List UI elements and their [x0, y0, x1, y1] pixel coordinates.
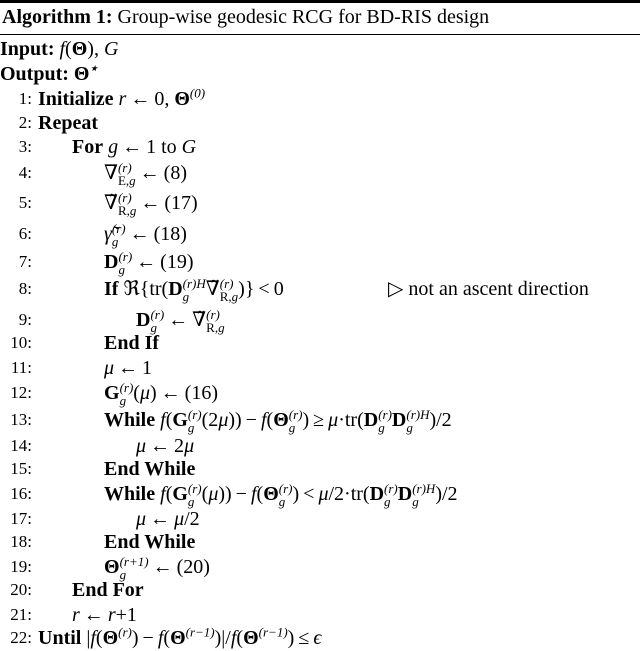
line-keyword: End While [104, 458, 196, 480]
line-keyword: End While [104, 531, 196, 553]
line-number: 11: [10, 358, 32, 377]
line-keyword: For [72, 136, 104, 158]
line-number: 1: [18, 89, 32, 108]
line-number: 3: [18, 137, 32, 156]
line-content: r ← r+1 [72, 604, 137, 626]
line-comment: ▷ not an ascent direction [388, 278, 589, 300]
algorithm-label: Algorithm 1: [2, 6, 113, 28]
line-number: 2: [18, 113, 32, 132]
line-content [104, 456, 195, 482]
input-value: f [59, 38, 66, 60]
theta-symbol: Θ [71, 38, 88, 60]
line-number: 14: [10, 436, 32, 455]
line-content: While f(G (r) g (2μ)) − f(Θ (r) g ) ≥ μ·tr(D (r) g D (r)H g )/2 [104, 407, 452, 436]
line-content: For g ← 1 to G [72, 136, 197, 158]
line-number: 8: [18, 279, 32, 298]
line-keyword: Initialize [38, 88, 114, 110]
line-number: 13: [10, 410, 32, 429]
line-keyword: If [104, 278, 119, 300]
header-rule [0, 34, 640, 35]
line-content: While f(G (r) g (μ)) − f(Θ (r) g ) < μ/2·tr(D (r) g D (r)H g )/2 [104, 481, 458, 510]
line-content: Θ (r+1) g ← (20) [104, 554, 210, 583]
line-keyword: Until [38, 627, 82, 649]
line-content: μ ← 1 [104, 357, 153, 379]
line-number: 15: [10, 459, 32, 478]
line-keyword: While [104, 409, 156, 431]
output-value: Θ⋆ [73, 60, 98, 85]
line-content: γ̃ (r) g ← (18) [104, 221, 187, 250]
line-content: ∇ (r) E,g ← (8) [104, 160, 187, 189]
line-number: 10: [10, 333, 32, 352]
line-content: Initialize r ← 0, $\Theta^{(0)}$ [38, 85, 206, 110]
line-content [104, 330, 159, 356]
line-number: 21: [10, 605, 32, 624]
line-content: μ ← 2μ [136, 435, 195, 457]
line-content: Until $|f(\Theta^{(r)}) - f(\Theta^{(r-1)})|/f(\Theta^{(r-1)}) \le \epsilon$ [38, 624, 322, 649]
line-content: ∇̃ (r) R,g ← (17) [104, 190, 198, 219]
line-keyword: End If [104, 332, 160, 354]
line-number: 9: [18, 310, 32, 329]
line-keyword: While [104, 483, 156, 505]
line-content [72, 577, 144, 603]
line-number: 12: [10, 383, 32, 402]
line-number: 17: [10, 509, 32, 528]
line-keyword: Repeat [38, 112, 98, 134]
line-number: 22: [10, 628, 32, 647]
line-content: D (r) g ← (19) [104, 249, 194, 278]
line-number: 4: [18, 163, 32, 182]
algorithm-title [2, 5, 489, 29]
line-number: 5: [18, 193, 32, 212]
line-content: D (r) g ← ∇̃ (r) R,g [136, 307, 225, 336]
output-line [0, 61, 98, 87]
line-content: μ ← μ/2 [136, 508, 200, 530]
output-label: Output: [0, 63, 69, 85]
line-number: 7: [18, 252, 32, 271]
line-number: 16: [10, 484, 32, 503]
line-number: 19: [10, 557, 32, 576]
input-line: Input: f(Θ), G [0, 38, 119, 60]
line-content: If ℜ{tr(D (r)H g ∇̃ (r) R,g )} < 0 [104, 276, 284, 305]
algorithm-title-text: Group-wise geodesic RCG for BD-RIS design [117, 6, 490, 28]
line-number: 18: [10, 532, 32, 551]
line-keyword: End For [72, 579, 144, 601]
input-label: Input: [0, 38, 55, 60]
line-content: G (r) g (μ) ← (16) [104, 380, 218, 409]
line-content [104, 529, 195, 555]
top-rule [0, 0, 640, 3]
line-number: 20: [10, 580, 32, 599]
line-content [38, 110, 98, 136]
g-symbol: G [103, 38, 119, 60]
line-number: 6: [18, 224, 32, 243]
